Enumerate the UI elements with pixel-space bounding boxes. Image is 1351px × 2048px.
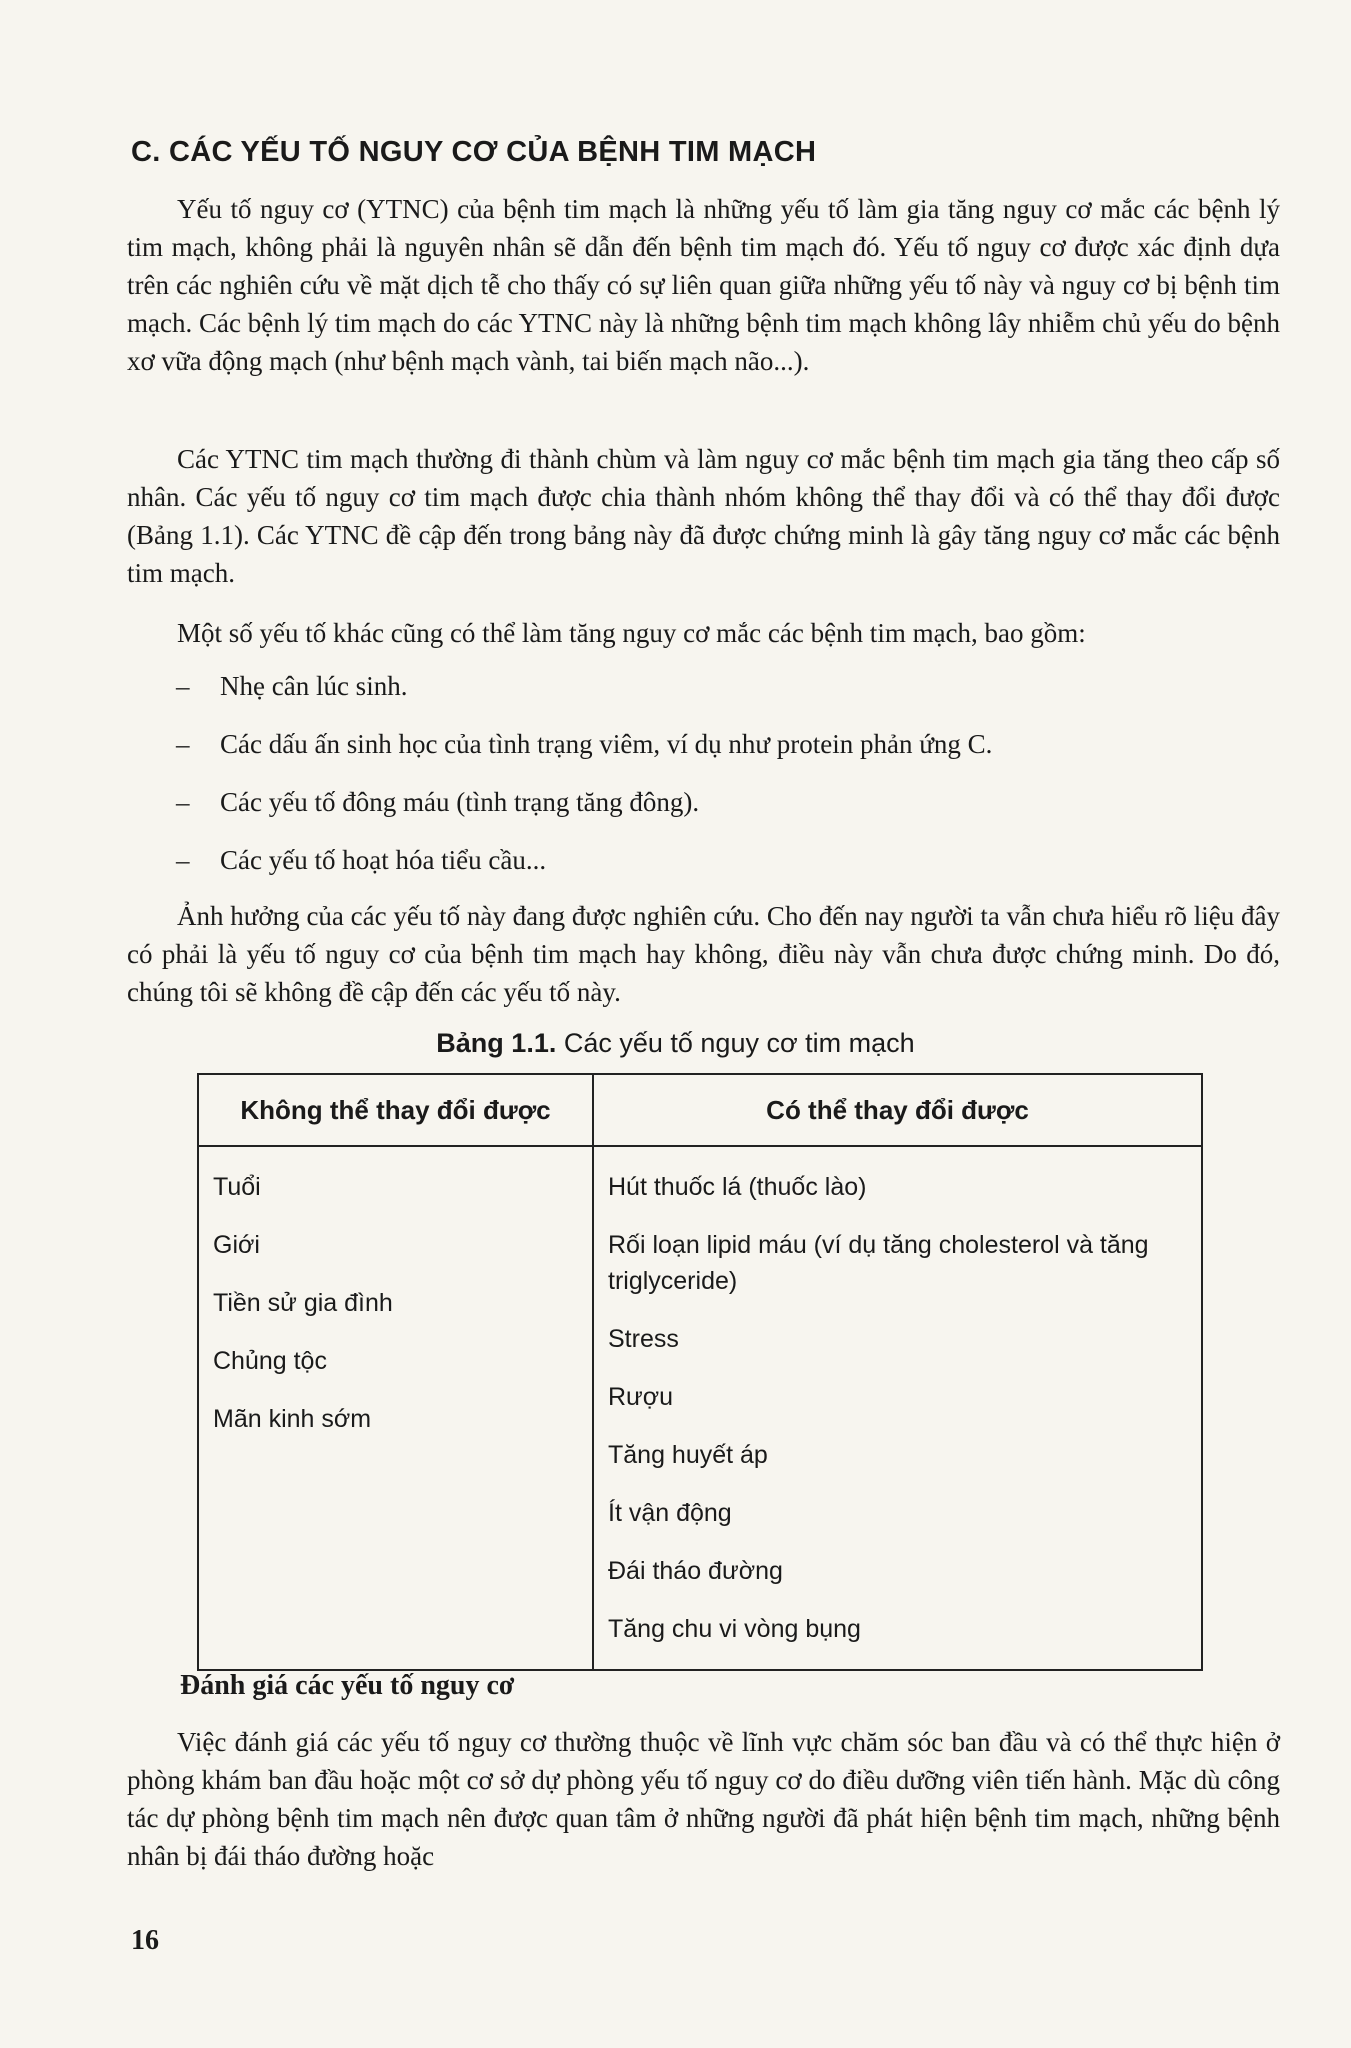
table-item: Đái tháo đường xyxy=(608,1557,783,1585)
bullet-dash: – xyxy=(176,729,190,759)
nonmodifiable-cell xyxy=(198,1146,593,1670)
table-item: Ít vận động xyxy=(608,1499,732,1527)
table-item: Tuổi xyxy=(213,1173,261,1201)
section-heading: C. CÁC YẾU TỐ NGUY CƠ CỦA BỆNH TIM MẠCH xyxy=(131,136,817,168)
table-item: Giới xyxy=(213,1231,260,1259)
paragraph-grouping: Các YTNC tim mạch thường đi thành chùm và làm nguy cơ mắc bệnh tim mạch gia tăng theo cấp số nhân. Các yếu tố nguy cơ tim mạch được chia thành nhóm không thể thay đổi và có thể thay đổi được (Bảng 1.1). Các YTNC đề cập đến trong bảng này đã được chứng minh là gây tăng nguy cơ mắc các bệnh tim mạch. xyxy=(127,444,1280,588)
table-item: Rối loạn lipid máu (ví dụ tăng cholesterol và tăng triglyceride) xyxy=(608,1231,1149,1295)
table-caption-label: Bảng 1.1. xyxy=(436,1028,557,1058)
bullet-dash: – xyxy=(176,787,190,817)
table-header-nonmodifiable: Không thể thay đổi được xyxy=(198,1074,593,1146)
table-header-modifiable: Có thể thay đổi được xyxy=(593,1074,1202,1146)
table-item: Rượu xyxy=(608,1383,674,1411)
table-caption xyxy=(0,1028,1351,1059)
bullet-dash: – xyxy=(176,671,190,701)
table-item: Stress xyxy=(608,1325,679,1353)
paragraph-assessment: Việc đánh giá các yếu tố nguy cơ thường thuộc về lĩnh vực chăm sóc ban đầu và có thể thực hiện ở phòng khám ban đầu hoặc một cơ sở dự phòng yếu tố nguy cơ do điều dưỡng viên tiến hành. Mặc dù công tác dự phòng bệnh tim mạch nên được quan tâm ở những người đã phát hiện bệnh tim mạch, những bệnh nhân bị đái tháo đường hoặc xyxy=(127,1727,1280,1871)
modifiable-cell xyxy=(593,1146,1202,1670)
subheading-assessment: Đánh giá các yếu tố nguy cơ xyxy=(180,1670,515,1701)
table-item: Mãn kinh sớm xyxy=(213,1405,372,1433)
table-item: Chủng tộc xyxy=(213,1347,327,1375)
table-item: Hút thuốc lá (thuốc lào) xyxy=(608,1173,867,1201)
paragraph-research: Ảnh hưởng của các yếu tố này đang được nghiên cứu. Cho đến nay người ta vẫn chưa hiểu rõ liệu đây có phải là yếu tố nguy cơ của bệnh tim mạch hay không, điều này vẫn chưa được chứng minh. Do đó, chúng tôi sẽ không đề cập đến các yếu tố này. xyxy=(127,901,1280,1007)
nonmodifiable-list xyxy=(199,1147,592,1437)
page-number: 16 xyxy=(131,1925,159,1956)
paragraph-intro: Yếu tố nguy cơ (YTNC) của bệnh tim mạch là những yếu tố làm gia tăng nguy cơ mắc các bệnh lý tim mạch, không phải là nguyên nhân sẽ dẫn đến bệnh tim mạch đó. Yếu tố nguy cơ được xác định dựa trên các nghiên cứu về mặt dịch tễ cho thấy có sự liên quan giữa những yếu tố này và nguy cơ bị bệnh tim mạch. Các bệnh lý tim mạch do các YTNC này là những bệnh tim mạch không lây nhiễm chủ yếu do bệnh xơ vữa động mạch (như bệnh mạch vành, tai biến mạch não...). xyxy=(127,194,1280,376)
bullet-dash: – xyxy=(176,845,190,875)
document-page: C. CÁC YẾU TỐ NGUY CƠ CỦA BỆNH TIM MẠCH Yếu tố nguy cơ (YTNC) của bệnh tim mạch là những yếu tố làm gia tăng nguy cơ mắc các bệnh lý tim mạch, không phải là nguyên nhân sẽ dẫn đến bệnh tim mạch đó. Yếu tố nguy cơ được xác định dựa trên các nghiên cứu về mặt dịch tễ cho thấy có sự liên quan giữa những yếu tố này và nguy cơ bị bệnh tim mạch. Các bệnh lý tim mạch do các YTNC này là những bệnh tim mạch không lây nhiễm chủ yếu do bệnh xơ vữa động mạch (như bệnh mạch vành, tai biến mạch não...). Các YTNC tim mạch thường đi thành chùm và làm nguy cơ mắc bệnh tim mạch gia tăng theo cấp số nhân. Các yếu tố nguy cơ tim mạch được chia thành nhóm không thể thay đổi và có thể thay đổi được (Bảng 1.1). Các YTNC đề cập đến trong bảng này đã được chứng minh là gây tăng nguy cơ mắc các bệnh tim mạch. Một số yếu tố khác cũng có thể làm tăng nguy cơ mắc các bệnh tim mạch, bao gồm: – Nhẹ cân lúc sinh. – Các dấu ấn sinh học của tình trạng viêm, ví dụ như protein phản ứng C. – Các yếu tố đông máu (tình trạng tăng đông). – Các yếu tố hoạt hóa tiểu cầu... Ảnh hưởng của các yếu tố này đang được nghiên cứu. Cho đến nay người ta vẫn chưa hiểu rõ liệu đây có phải là yếu tố nguy cơ của bệnh tim mạch hay không, điều này vẫn chưa được chứng minh. Do đó, chúng tôi sẽ không đề cập đến các yếu tố này. Bảng 1.1. Các yếu tố nguy cơ tim mạch Không thể thay đổi được Có thể thay đổi được Tuổi Giới Tiền sử gia đình Chủng tộc Mãn kinh sớm Hút thuốc lá (thuốc lào) Rối loạn lipid máu (ví dụ tăng cholesterol và tăng triglyceride) Stress Rượu Tăng huyết áp Ít vận động Đái tháo đường Tăng chu vi vòng bụng Đánh giá các yếu tố nguy cơ Việc đánh giá các yếu tố nguy cơ thường thuộc về lĩnh vực chăm sóc ban đầu và có thể thực hiện ở phòng khám ban đầu hoặc một cơ sở dự phòng yếu tố nguy cơ do điều dưỡng viên tiến hành. Mặc dù công tác dự phòng bệnh tim mạch nên được quan tâm ở những người đã phát hiện bệnh tim mạch, những bệnh nhân bị đái tháo đường hoặc 16 xyxy=(0,0,1351,2048)
paragraph-other-factors: Một số yếu tố khác cũng có thể làm tăng nguy cơ mắc các bệnh tim mạch, bao gồm: xyxy=(177,618,1086,648)
modifiable-list xyxy=(594,1147,1201,1647)
table-item: Tiền sử gia đình xyxy=(213,1289,393,1317)
risk-factor-table xyxy=(197,1073,1203,1671)
table-item: Tăng huyết áp xyxy=(608,1441,768,1469)
table-caption-text: Các yếu tố nguy cơ tim mạch xyxy=(556,1028,915,1058)
table-item: Tăng chu vi vòng bụng xyxy=(608,1615,861,1643)
